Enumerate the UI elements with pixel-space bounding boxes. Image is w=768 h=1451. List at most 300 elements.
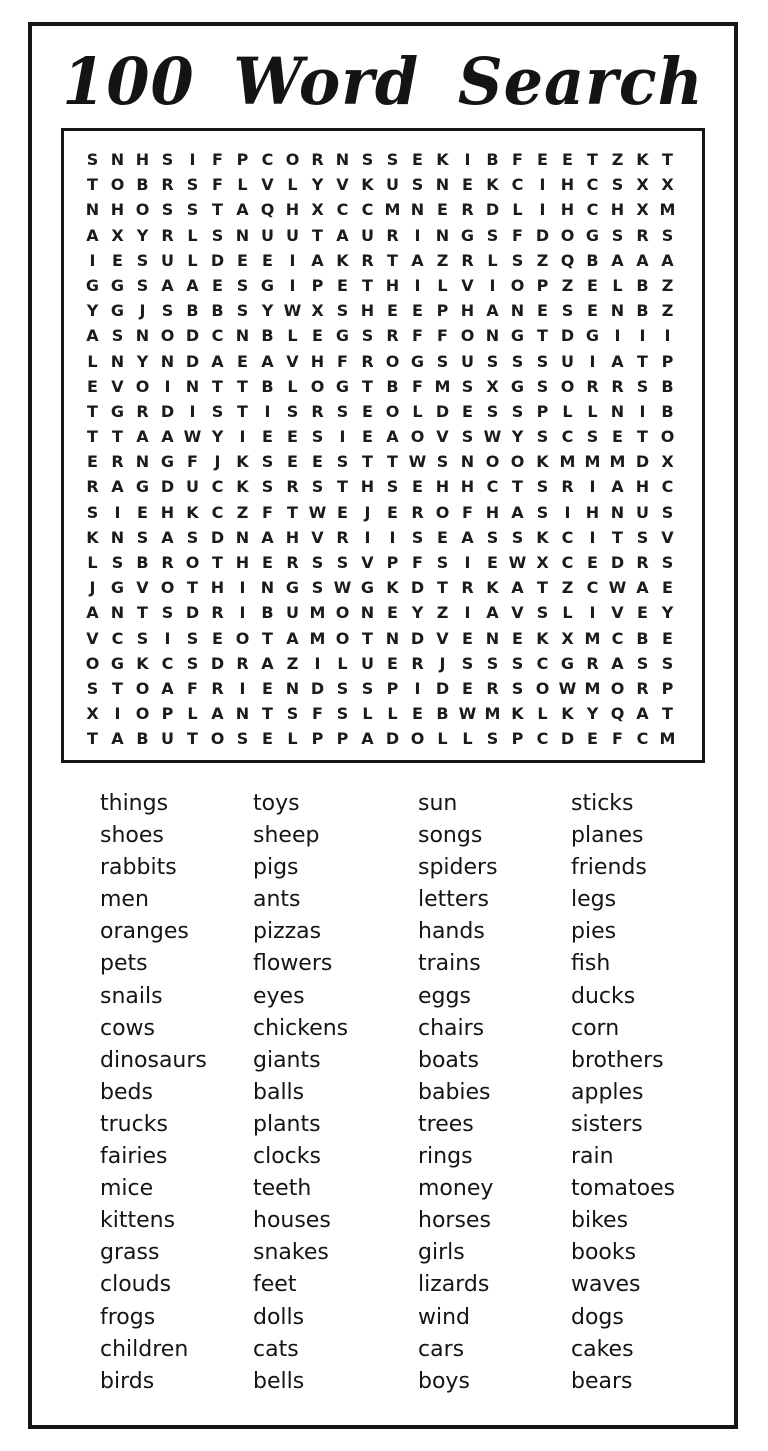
grid-letter: S [311,578,324,598]
grid-letter: S [161,150,174,169]
grid-letter: L [287,326,298,346]
grid-letter: S [86,502,99,522]
grid-letter: Y [511,427,524,447]
word-list-item: trains [418,951,481,977]
grid-letter: C [561,427,574,447]
grid-letter: K [511,704,524,724]
grid-row [80,600,680,625]
grid-letter: E [137,502,148,522]
grid-letter: O [385,401,400,421]
grid-letter: A [211,704,224,724]
word-list-item: sun [418,791,458,816]
word-list-item: eggs [418,983,471,1009]
grid-letter: C [211,502,224,522]
grid-letter: S [561,301,574,321]
grid-row [80,323,680,348]
grid-letter: H [235,553,250,572]
grid-letter: U [636,502,649,522]
grid-letter: S [411,527,424,547]
grid-letter: T [337,477,348,497]
grid-letter: Y [661,603,674,623]
grid-letter: U [461,351,474,371]
grid-letter: D [210,527,225,547]
grid-letter: Z [286,653,299,673]
grid-letter: Y [86,301,99,321]
word-list-item: frogs [100,1304,156,1330]
word-list-item: fish [571,951,611,977]
grid-letter: A [336,225,349,245]
grid-letter: H [210,578,225,598]
grid-letter: K [536,527,549,547]
grid-letter: O [160,578,175,598]
grid-letter: O [135,678,150,698]
word-list-item: trees [418,1111,474,1137]
grid-letter: S [536,427,549,447]
grid-letter: A [211,351,224,371]
grid-letter: E [262,553,273,572]
grid-letter: A [86,225,99,245]
grid-letter: W [458,704,477,724]
word-list-item: clouds [100,1272,172,1298]
grid-letter: O [485,452,500,472]
word-list-item: money [418,1176,494,1202]
grid-letter: N [610,502,625,522]
word-list-item: brothers [571,1047,664,1073]
grid-letter: U [386,175,399,195]
grid-letter: K [86,527,99,547]
grid-letter: I [564,502,571,522]
grid-letter: V [136,578,149,598]
grid-letter: S [336,704,349,724]
grid-letter: T [87,175,98,195]
grid-letter: B [436,704,449,724]
grid-letter: S [486,527,499,547]
grid-letter: O [210,729,225,749]
word-list-item: snails [100,983,163,1009]
word-list-item: boys [418,1368,470,1394]
grid-letter: S [486,225,499,245]
grid-letter: O [435,502,450,522]
grid-letter: K [236,452,249,472]
grid-letter: V [436,427,449,447]
grid-letter: I [189,401,196,421]
grid-letter: S [186,200,199,220]
grid-letter: O [660,427,675,447]
word-list-item: men [100,887,149,913]
grid-letter: A [611,477,624,497]
grid-letter: A [636,250,649,270]
grid-letter: S [361,678,374,698]
grid-letter: P [386,553,399,572]
grid-letter: S [236,275,249,295]
grid-letter: F [212,175,223,195]
grid-letter: D [385,729,400,749]
grid-letter: X [111,225,124,245]
word-list-item: spiders [418,855,498,881]
grid-letter: G [110,401,125,421]
grid-letter: B [136,553,149,572]
grid-letter: U [261,225,274,245]
grid-letter: O [560,376,575,396]
grid-letter: A [511,578,524,598]
grid-letter: N [135,452,150,472]
word-list-item: trucks [100,1111,168,1137]
grid-letter: W [508,553,527,572]
grid-letter: K [536,452,549,472]
grid-letter: L [287,729,298,749]
grid-letter: B [661,401,674,421]
grid-letter: Y [136,351,149,371]
grid-letter: N [260,578,275,598]
grid-letter: S [636,653,649,673]
grid-row [80,626,680,651]
word-list-item: grass [100,1240,160,1266]
grid-letter: E [387,502,398,522]
grid-letter: H [460,301,475,321]
grid-letter: L [537,704,548,724]
grid-letter: I [589,477,596,497]
grid-letter: M [584,678,601,698]
grid-letter: A [86,326,99,346]
grid-letter: E [87,376,98,396]
grid-letter: A [361,729,374,749]
grid-letter: A [86,603,99,623]
grid-letter: S [186,175,199,195]
grid-letter: R [161,225,174,245]
grid-letter: S [336,452,349,472]
grid-letter: L [612,275,623,295]
grid-letter: M [309,603,326,623]
grid-letter: J [89,578,96,598]
grid-letter: E [412,704,423,724]
grid-letter: D [185,603,200,623]
grid-row [80,525,680,550]
grid-letter: N [435,225,450,245]
grid-letter: B [586,250,599,270]
grid-letter: R [636,553,649,572]
grid-letter: I [114,502,121,522]
grid-letter: I [239,603,246,623]
grid-letter: L [512,200,523,220]
grid-letter: T [287,502,298,522]
grid-letter: Q [560,250,575,270]
grid-letter: N [110,150,125,169]
grid-letter: U [361,653,374,673]
grid-letter: S [161,301,174,321]
grid-letter: E [387,301,398,321]
grid-letter: N [85,200,100,220]
grid-letter: S [486,729,499,749]
grid-letter: I [414,225,421,245]
word-list-item: sticks [571,791,634,816]
word-list-item: things [100,791,169,816]
grid-letter: C [486,477,499,497]
grid-letter: H [585,502,600,522]
grid-letter: W [558,678,577,698]
grid-letter: D [635,452,650,472]
grid-letter: S [286,704,299,724]
grid-letter: N [160,351,175,371]
grid-letter: L [412,401,423,421]
grid-letter: V [361,553,374,572]
grid-row [80,273,680,298]
grid-letter: L [187,704,198,724]
grid-letter: D [610,553,625,572]
grid-letter: P [536,401,549,421]
grid-letter: A [111,729,124,749]
grid-letter: I [664,326,671,346]
grid-letter: V [511,603,524,623]
grid-letter: S [411,175,424,195]
grid-letter: W [608,578,627,598]
grid-letter: S [461,653,474,673]
grid-letter: S [536,502,549,522]
grid-letter: N [485,628,500,648]
grid-letter: S [436,553,449,572]
grid-letter: S [661,653,674,673]
grid-letter: Z [236,502,249,522]
grid-letter: Z [661,301,674,321]
grid-letter: K [636,150,649,169]
grid-letter: R [111,452,124,472]
grid-row [80,500,680,525]
word-list-item: feet [253,1272,297,1298]
word-list-item: chairs [418,1015,485,1041]
grid-letter: I [464,553,471,572]
word-list-item: shoes [100,823,164,849]
grid-letter: E [287,427,298,447]
grid-letter: L [587,401,598,421]
grid-letter: E [587,729,598,749]
grid-letter: O [85,653,100,673]
grid-letter: P [336,729,349,749]
word-list-item: flowers [253,951,333,977]
grid-letter: F [512,225,523,245]
word-list-item: hands [418,919,485,945]
grid-row [80,374,680,399]
grid-letter: V [286,351,299,371]
grid-letter: N [360,603,375,623]
letter-grid [61,128,705,763]
grid-letter: I [539,175,546,195]
grid-letter: E [662,628,673,648]
grid-letter: D [485,200,500,220]
grid-letter: E [512,628,523,648]
grid-letter: E [412,477,423,497]
grid-letter: T [437,578,448,598]
grid-letter: G [360,578,375,598]
grid-letter: U [161,729,174,749]
grid-letter: S [436,452,449,472]
grid-letter: A [511,502,524,522]
grid-letter: U [286,225,299,245]
grid-letter: H [385,275,400,295]
grid-letter: T [262,628,273,648]
grid-letter: K [136,653,149,673]
grid-letter: R [636,678,649,698]
grid-letter: D [535,225,550,245]
grid-letter: A [261,351,274,371]
grid-letter: G [135,477,150,497]
grid-letter: O [460,326,475,346]
grid-letter: S [186,628,199,648]
grid-letter: D [435,401,450,421]
grid-letter: E [462,175,473,195]
grid-letter: T [362,275,373,295]
word-list-item: mice [100,1176,154,1202]
grid-letter: R [461,200,474,220]
word-list-item: cakes [571,1336,634,1362]
grid-letter: F [262,502,273,522]
grid-letter: K [336,250,349,270]
grid-letter: H [285,527,300,547]
word-list-item: sheep [253,823,320,849]
grid-letter: I [589,603,596,623]
grid-letter: D [410,628,425,648]
word-list-item: beds [100,1079,153,1105]
grid-letter: A [636,578,649,598]
grid-letter: I [539,200,546,220]
grid-letter: S [461,376,474,396]
grid-letter: B [636,628,649,648]
grid-letter: C [611,628,624,648]
grid-letter: I [414,678,421,698]
grid-letter: R [211,603,224,623]
grid-letter: T [537,326,548,346]
grid-letter: D [160,477,175,497]
word-list-item: pigs [253,855,299,881]
grid-letter: E [437,527,448,547]
word-list-item: chickens [253,1015,349,1041]
grid-letter: K [361,175,374,195]
grid-letter: G [110,275,125,295]
grid-letter: S [186,527,199,547]
grid-letter: E [412,301,423,321]
grid-letter: W [483,427,502,447]
grid-letter: A [161,527,174,547]
word-list-item: corn [571,1015,620,1041]
grid-letter: S [636,527,649,547]
grid-letter: T [187,729,198,749]
grid-letter: I [239,678,246,698]
grid-letter: C [636,729,649,749]
word-list-item: teeth [253,1176,312,1202]
grid-letter: S [536,477,549,497]
grid-letter: C [536,729,549,749]
grid-letter: E [262,678,273,698]
grid-row [80,223,680,248]
grid-letter: R [286,477,299,497]
grid-letter: C [561,553,574,572]
grid-letter: N [235,527,250,547]
grid-letter: E [537,301,548,321]
page-title: 100 Word Search [62,43,704,120]
grid-row [80,449,680,474]
grid-letter: Q [260,200,275,220]
grid-letter: M [609,452,626,472]
grid-letter: V [661,527,674,547]
grid-letter: I [489,275,496,295]
grid-row [80,298,680,323]
grid-letter: R [636,225,649,245]
grid-letter: H [360,477,375,497]
grid-letter: P [386,678,399,698]
grid-letter: B [211,301,224,321]
word-list-item: babies [418,1079,491,1105]
grid-letter: S [536,376,549,396]
grid-letter: U [186,477,199,497]
word-list-item: songs [418,823,483,849]
grid-letter: B [636,301,649,321]
grid-letter: G [260,275,275,295]
grid-letter: G [110,578,125,598]
grid-letter: R [386,326,399,346]
grid-letter: A [136,427,149,447]
grid-letter: T [87,401,98,421]
grid-letter: P [311,729,324,749]
word-list-item: ants [253,887,301,913]
word-list-item: dogs [571,1304,624,1330]
grid-letter: T [587,150,598,169]
grid-letter: I [314,653,321,673]
grid-letter: S [86,678,99,698]
grid-letter: B [486,150,499,169]
grid-letter: S [336,678,349,698]
grid-letter: E [362,401,373,421]
grid-letter: E [312,452,323,472]
grid-letter: S [361,150,374,169]
grid-letter: J [439,653,446,673]
word-list-item: fairies [100,1144,168,1170]
word-list-item: friends [571,855,647,881]
grid-letter: D [410,578,425,598]
grid-letter: S [161,200,174,220]
grid-letter: T [187,578,198,598]
grid-row [80,248,680,273]
grid-letter: S [261,477,274,497]
word-list-item: pies [571,919,617,945]
grid-letter: S [86,150,99,169]
grid-letter: O [510,452,525,472]
grid-letter: I [639,401,646,421]
grid-letter: K [236,477,249,497]
grid-letter: I [239,427,246,447]
grid-letter: N [485,326,500,346]
grid-letter: R [561,477,574,497]
grid-letter: S [536,351,549,371]
grid-letter: I [264,401,271,421]
grid-letter: O [385,351,400,371]
grid-letter: M [559,452,576,472]
grid-letter: F [412,376,423,396]
grid-letter: C [111,628,124,648]
grid-letter: R [586,653,599,673]
grid-letter: R [136,401,149,421]
grid-letter: Y [261,301,274,321]
grid-letter: H [110,200,125,220]
grid-letter: Z [536,250,549,270]
grid-letter: M [584,452,601,472]
grid-letter: D [310,678,325,698]
grid-letter: I [589,527,596,547]
grid-letter: L [362,704,373,724]
grid-letter: I [339,427,346,447]
grid-letter: P [236,150,249,169]
grid-letter: K [436,150,449,169]
grid-letter: E [487,553,498,572]
grid-letter: I [389,527,396,547]
grid-letter: S [361,326,374,346]
